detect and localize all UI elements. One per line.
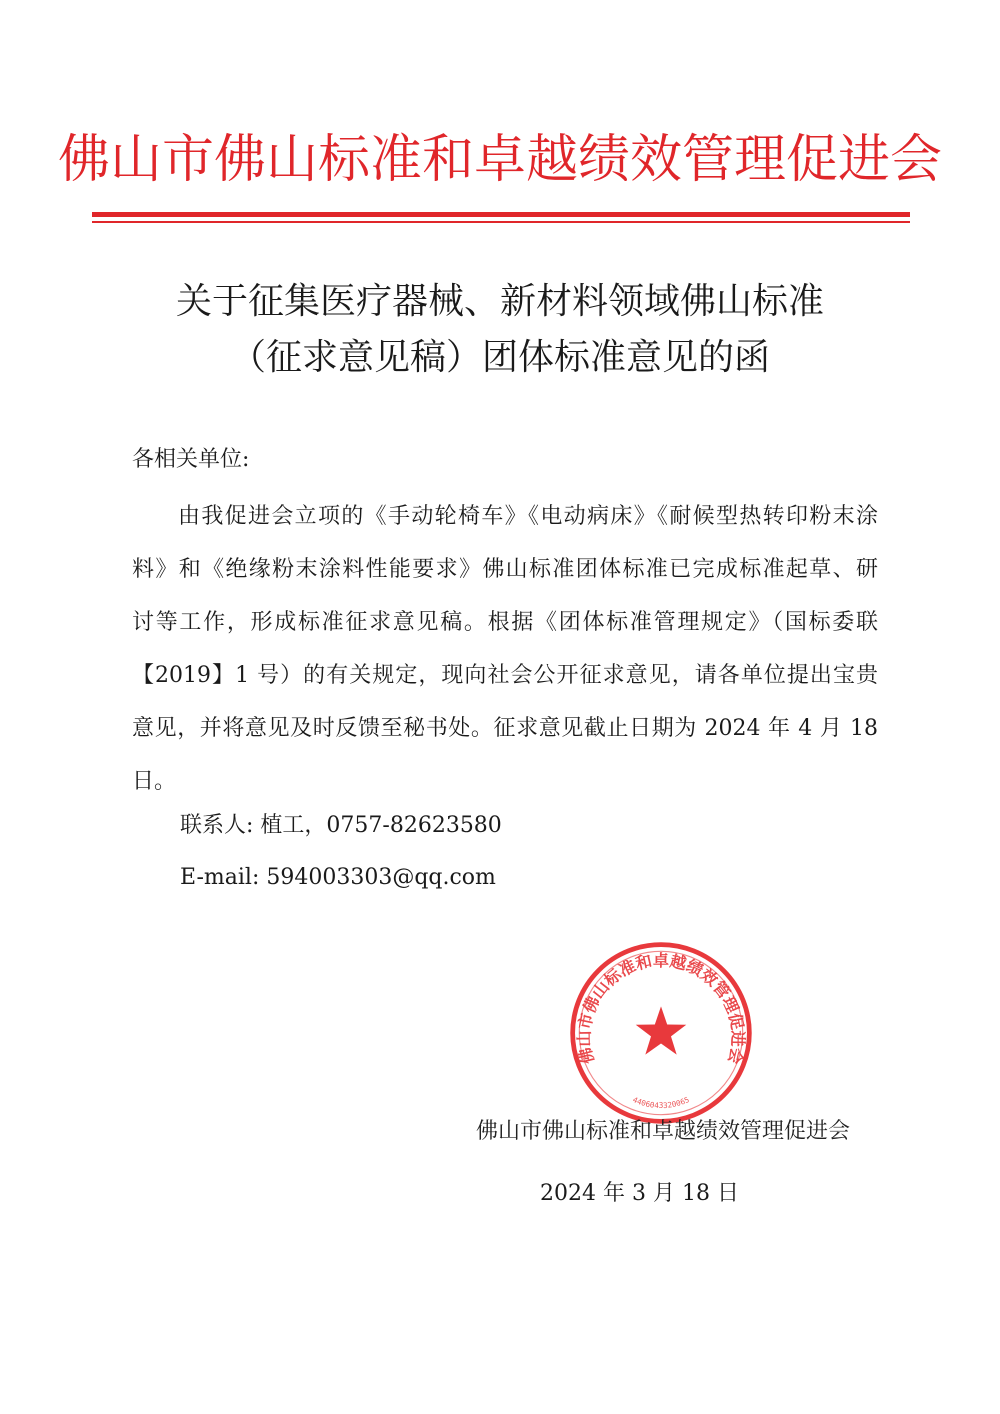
letterhead-rule-thick xyxy=(92,212,910,217)
seal-code-text: 4406043320065 xyxy=(631,1095,691,1111)
salutation: 各相关单位: xyxy=(132,447,250,472)
body-paragraph xyxy=(132,490,878,808)
document-title-line-1: 关于征集医疗器械、新材料领域佛山标准 xyxy=(175,281,824,322)
red-star-icon xyxy=(636,1006,687,1054)
document-title xyxy=(0,274,1000,386)
contact-person: 联系人: 植工，0757-82623580 xyxy=(180,813,502,838)
letterhead-rule-thin xyxy=(92,221,910,223)
letterhead-organization: 佛山市佛山标准和卓越绩效管理促进会 xyxy=(57,130,942,190)
body-line: 【2019】1 号）的有关规定，现向社会公开征求意见，请各单位提出宝贵 xyxy=(132,663,878,688)
body-line: 意见，并将意见及时反馈至秘书处。征求意见截止日期为 2024 年 4 月 18 xyxy=(132,716,878,741)
body-line: 日。 xyxy=(132,769,177,794)
signature-date: 2024 年 3 月 18 日 xyxy=(540,1181,739,1206)
body-line: 料》和《绝缘粉末涂料性能要求》佛山标准团体标准已完成标准起草、研 xyxy=(132,557,878,582)
seal-ring-text: 佛山市佛山标准和卓越绩效管理促进会 xyxy=(574,950,748,1066)
official-seal xyxy=(566,938,756,1128)
body-line: 讨等工作，形成标准征求意见稿。根据《团体标准管理规定》（国标委联 xyxy=(132,610,878,635)
document-title-line-2: （征求意见稿）团体标准意见的函 xyxy=(229,337,770,378)
contact-email: E-mail: 594003303@qq.com xyxy=(180,865,496,890)
signature-organization: 佛山市佛山标准和卓越绩效管理促进会 xyxy=(476,1119,851,1144)
body-line: 由我促进会立项的《手动轮椅车》《电动病床》《耐候型热转印粉末涂 xyxy=(178,504,878,529)
